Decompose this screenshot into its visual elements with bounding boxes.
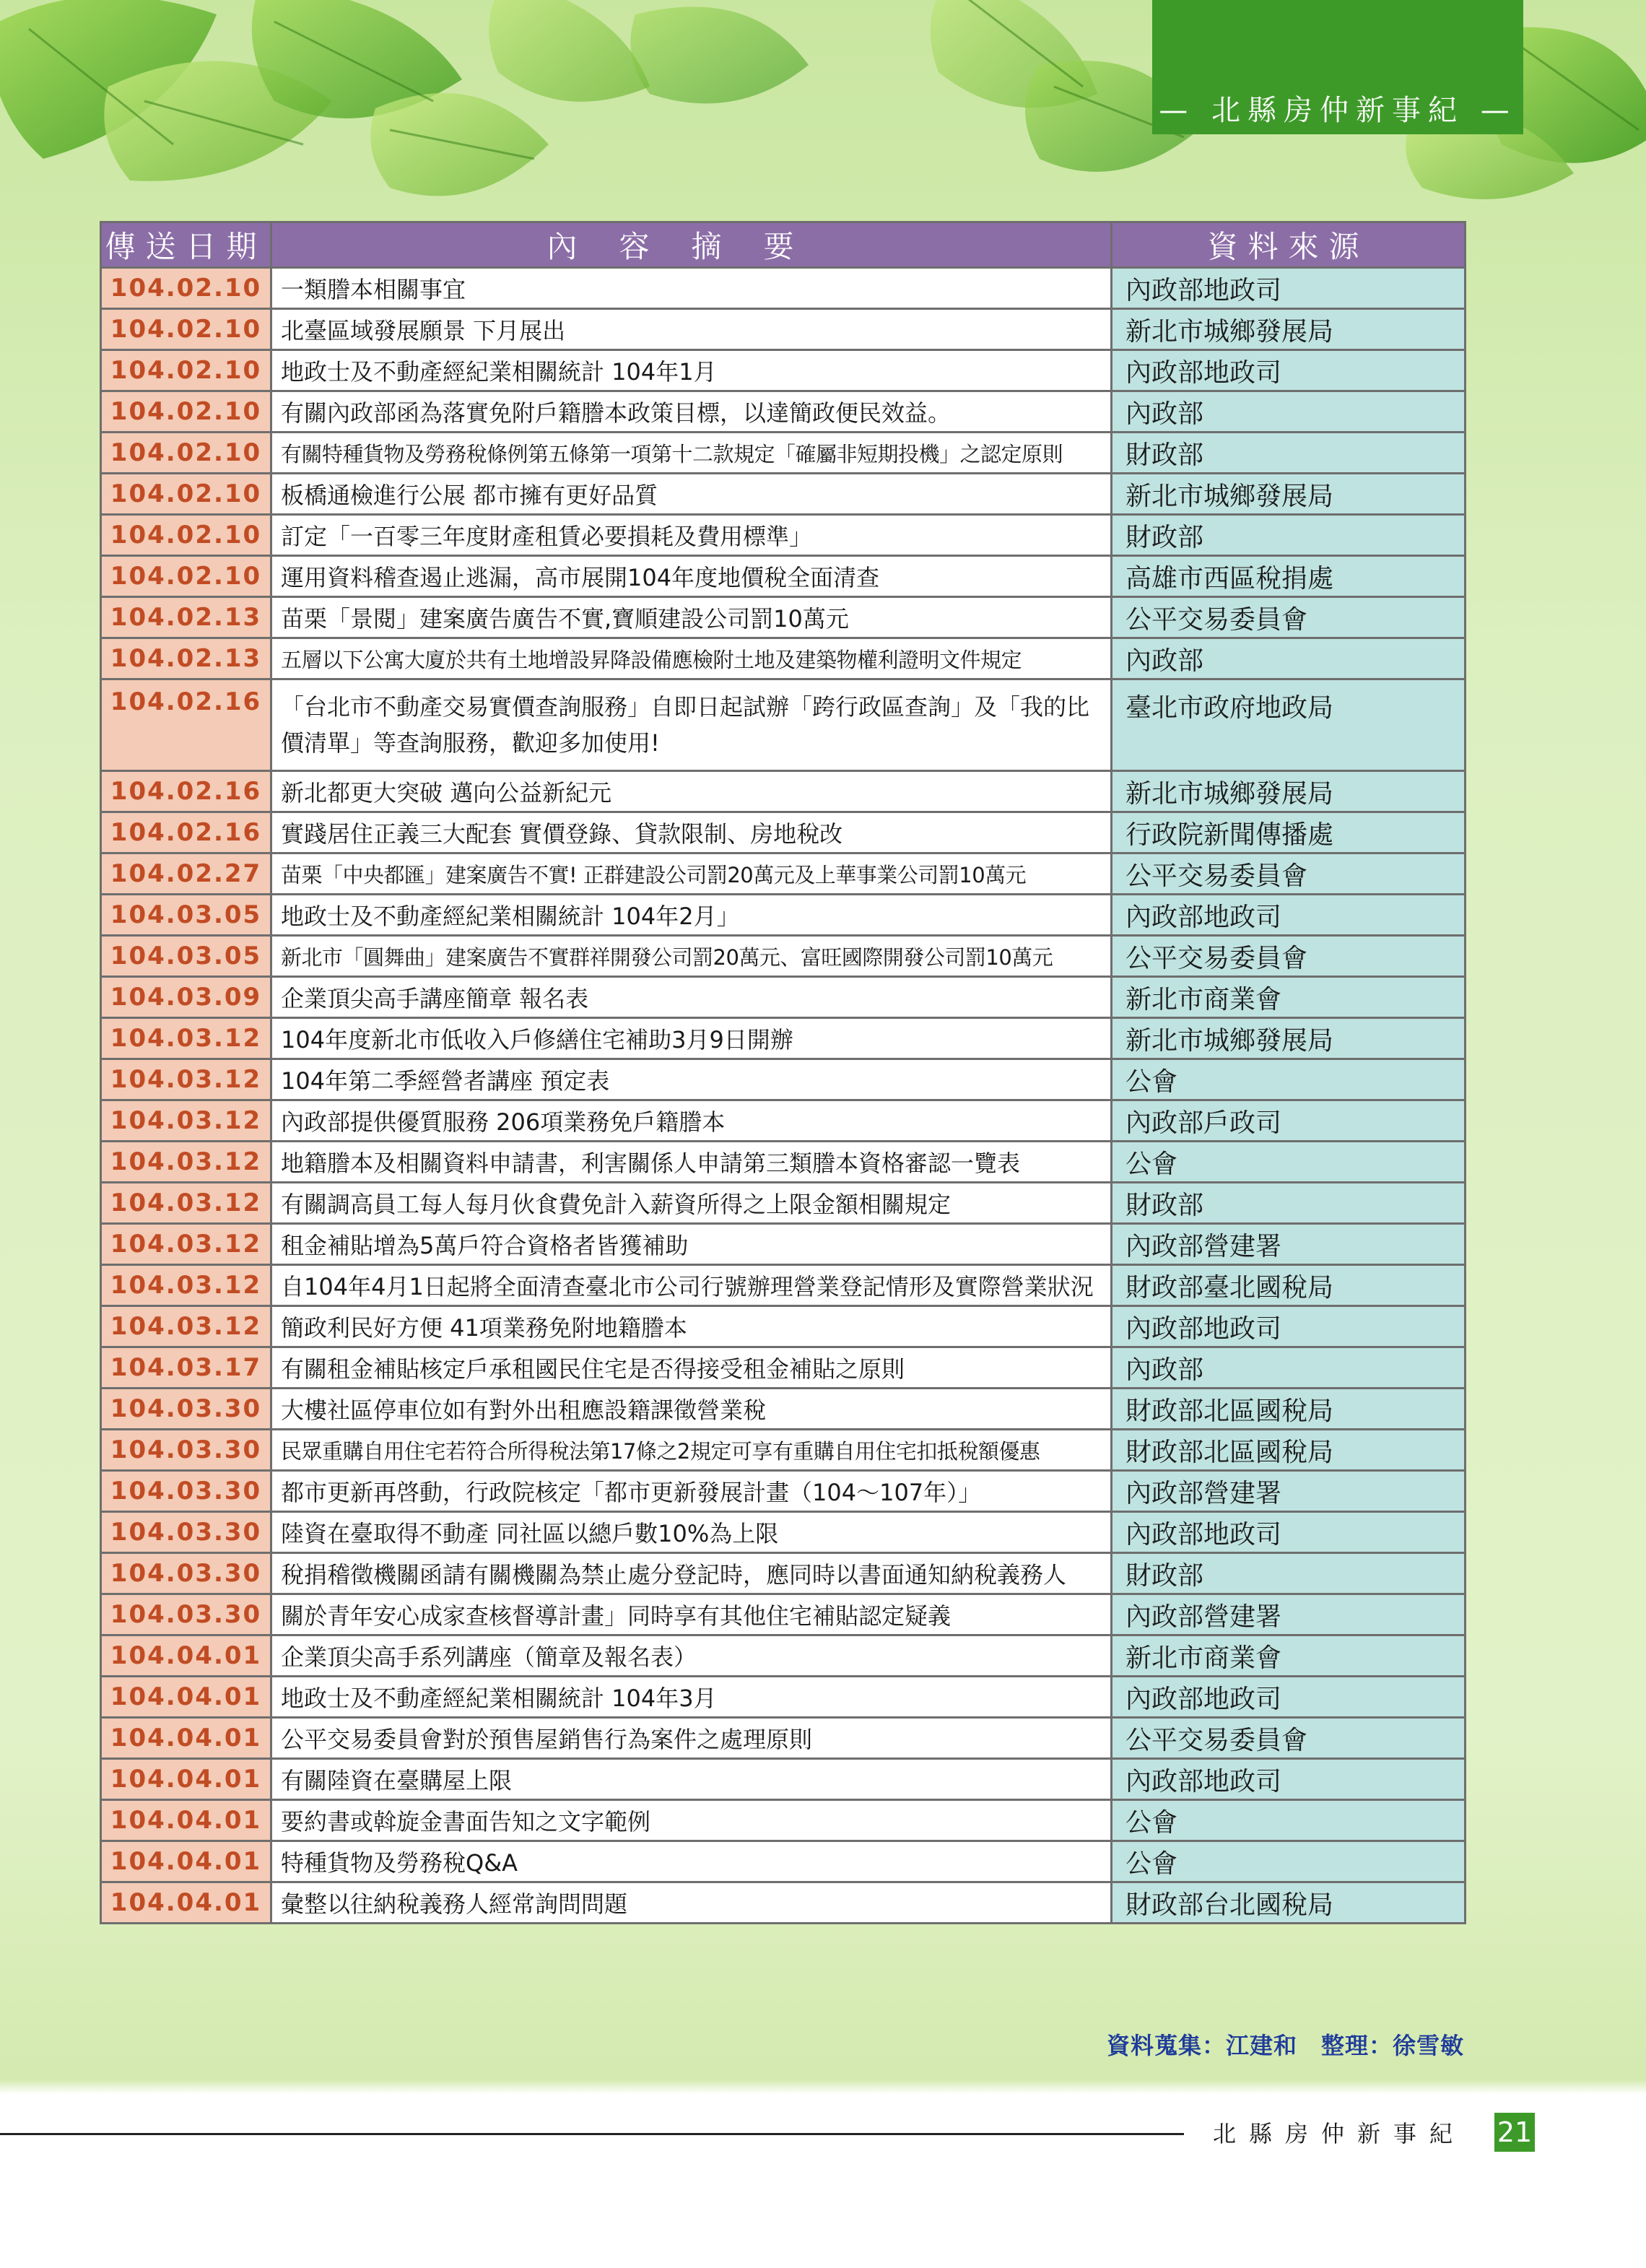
row-content-link[interactable]: 簡政利民好方便 41項業務免附地籍謄本 xyxy=(271,1306,1112,1347)
row-date: 104.02.13 xyxy=(101,638,271,679)
row-source: 新北市城鄉發展局 xyxy=(1112,309,1466,350)
row-content-link[interactable]: 彙整以往納稅義務人經常詢問問題 xyxy=(271,1882,1112,1924)
table-row xyxy=(101,1142,1466,1183)
table-row xyxy=(101,1265,1466,1306)
row-content-link[interactable]: 有關陸資在臺購屋上限 xyxy=(271,1759,1112,1800)
row-content-link[interactable]: 苗栗「中央都匯」建案廣告不實! 正群建設公司罰20萬元及上華事業公司罰10萬元 xyxy=(271,853,1112,895)
row-source: 內政部戶政司 xyxy=(1112,1100,1466,1142)
table-row xyxy=(101,977,1466,1018)
row-source: 財政部 xyxy=(1112,1553,1466,1594)
table-header-row xyxy=(101,222,1466,268)
table-row xyxy=(101,812,1466,853)
table-row xyxy=(101,1183,1466,1224)
table-row xyxy=(101,679,1466,771)
row-source: 內政部地政司 xyxy=(1112,895,1466,936)
row-source: 內政部地政司 xyxy=(1112,1759,1466,1800)
row-source: 新北市商業會 xyxy=(1112,1635,1466,1677)
row-source: 內政部營建署 xyxy=(1112,1471,1466,1512)
row-date: 104.04.01 xyxy=(101,1841,271,1882)
row-content-link[interactable]: 104年度新北市低收入戶修繕住宅補助3月9日開辦 xyxy=(271,1018,1112,1059)
row-date: 104.03.12 xyxy=(101,1142,271,1183)
footer-rule xyxy=(0,2133,1184,2135)
table-row xyxy=(101,638,1466,679)
row-date: 104.03.30 xyxy=(101,1553,271,1594)
row-source: 公平交易委員會 xyxy=(1112,597,1466,638)
table-row xyxy=(101,1471,1466,1512)
row-date: 104.02.16 xyxy=(101,812,271,853)
row-content-link[interactable]: 地政士及不動產經紀業相關統計 104年3月 xyxy=(271,1677,1112,1718)
row-source: 新北市城鄉發展局 xyxy=(1112,771,1466,812)
row-date: 104.03.30 xyxy=(101,1512,271,1553)
row-date: 104.04.01 xyxy=(101,1677,271,1718)
table-row xyxy=(101,1594,1466,1635)
table-row xyxy=(101,433,1466,474)
table-row xyxy=(101,1347,1466,1389)
row-date: 104.03.05 xyxy=(101,936,271,977)
row-content-link[interactable]: 稅捐稽徵機關函請有關機關為禁止處分登記時，應同時以書面通知納稅義務人 xyxy=(271,1553,1112,1594)
row-source: 內政部地政司 xyxy=(1112,1512,1466,1553)
table-row xyxy=(101,556,1466,597)
row-content-link[interactable]: 民眾重購自用住宅若符合所得稅法第17條之2規定可享有重購自用住宅扣抵稅額優惠 xyxy=(271,1430,1112,1471)
table-row xyxy=(101,895,1466,936)
row-source: 財政部 xyxy=(1112,1183,1466,1224)
row-date: 104.04.01 xyxy=(101,1800,271,1841)
row-source: 新北市城鄉發展局 xyxy=(1112,1018,1466,1059)
row-source: 行政院新聞傳播處 xyxy=(1112,812,1466,853)
table-row xyxy=(101,515,1466,556)
row-source: 公平交易委員會 xyxy=(1112,936,1466,977)
row-date: 104.03.12 xyxy=(101,1018,271,1059)
row-source: 高雄市西區稅捐處 xyxy=(1112,556,1466,597)
row-date: 104.03.17 xyxy=(101,1347,271,1389)
row-content-link[interactable]: 「台北市不動產交易實價查詢服務」自即日起試辦「跨行政區查詢」及「我的比價清單」等查詢服務，歡迎多加使用! xyxy=(271,679,1112,771)
row-date: 104.02.27 xyxy=(101,853,271,895)
credit-line: 資料蒐集：江建和 整理：徐雪敏 xyxy=(1106,2032,1464,2059)
row-content-link[interactable]: 104年第二季經營者講座 預定表 xyxy=(271,1059,1112,1100)
row-date: 104.02.10 xyxy=(101,556,271,597)
row-content-link[interactable]: 有關內政部函為落實免附戶籍謄本政策目標，以達簡政便民效益。 xyxy=(271,391,1112,433)
row-date: 104.03.30 xyxy=(101,1430,271,1471)
table-row xyxy=(101,309,1466,350)
row-content-link[interactable]: 特種貨物及勞務稅Q&A xyxy=(271,1841,1112,1882)
row-content-link[interactable]: 企業頂尖高手系列講座（簡章及報名表） xyxy=(271,1635,1112,1677)
table-row xyxy=(101,1718,1466,1759)
row-source: 內政部營建署 xyxy=(1112,1594,1466,1635)
table-row xyxy=(101,1800,1466,1841)
row-date: 104.03.12 xyxy=(101,1265,271,1306)
row-source: 財政部臺北國稅局 xyxy=(1112,1265,1466,1306)
header-banner xyxy=(1152,0,1523,134)
row-source: 財政部台北國稅局 xyxy=(1112,1882,1466,1924)
row-date: 104.03.12 xyxy=(101,1059,271,1100)
row-content-link[interactable]: 內政部提供優質服務 206項業務免戶籍謄本 xyxy=(271,1100,1112,1142)
column-header-date: 傳送日期 xyxy=(101,222,271,268)
table-row xyxy=(101,391,1466,433)
row-content-link[interactable]: 新北都更大突破 邁向公益新紀元 xyxy=(271,771,1112,812)
table-row xyxy=(101,1306,1466,1347)
row-source: 公會 xyxy=(1112,1841,1466,1882)
row-content-link[interactable]: 苗栗「景閱」建案廣告廣告不實,寶順建設公司罰10萬元 xyxy=(271,597,1112,638)
row-source: 內政部地政司 xyxy=(1112,1306,1466,1347)
row-content-link[interactable]: 北臺區域發展願景 下月展出 xyxy=(271,309,1112,350)
row-content-link[interactable]: 自104年4月1日起將全面清查臺北市公司行號辦理營業登記情形及實際營業狀況 xyxy=(271,1265,1112,1306)
row-source: 臺北市政府地政局 xyxy=(1112,679,1466,771)
row-source: 內政部地政司 xyxy=(1112,1677,1466,1718)
row-content-link[interactable]: 地籍謄本及相關資料申請書，利害關係人申請第三類謄本資格審認一覽表 xyxy=(271,1142,1112,1183)
column-header-content: 內容摘要 xyxy=(271,222,1112,268)
news-table xyxy=(100,221,1466,1924)
row-content-link[interactable]: 企業頂尖高手講座簡章 報名表 xyxy=(271,977,1112,1018)
row-content-link[interactable]: 新北市「圓舞曲」建案廣告不實群祥開發公司罰20萬元、富旺國際開發公司罰10萬元 xyxy=(271,936,1112,977)
table-row xyxy=(101,1512,1466,1553)
table-row xyxy=(101,597,1466,638)
row-content-link[interactable]: 地政士及不動產經紀業相關統計 104年2月」 xyxy=(271,895,1112,936)
row-content-link[interactable]: 有關調高員工每人每月伙食費免計入薪資所得之上限金額相關規定 xyxy=(271,1183,1112,1224)
table-row xyxy=(101,1882,1466,1924)
row-date: 104.02.10 xyxy=(101,309,271,350)
footer-title: 北縣房仲新事紀 xyxy=(1213,2120,1466,2147)
row-date: 104.04.01 xyxy=(101,1635,271,1677)
row-date: 104.03.12 xyxy=(101,1224,271,1265)
row-date: 104.02.10 xyxy=(101,515,271,556)
row-source: 公會 xyxy=(1112,1142,1466,1183)
row-content-link[interactable]: 租金補貼增為5萬戶符合資格者皆獲補助 xyxy=(271,1224,1112,1265)
row-content-link[interactable]: 都市更新再啓動，行政院核定「都市更新發展計畫（104～107年）」 xyxy=(271,1471,1112,1512)
table-row xyxy=(101,1553,1466,1594)
row-content-link[interactable]: 五層以下公寓大廈於共有土地增設昇降設備應檢附土地及建築物權利證明文件規定 xyxy=(271,638,1112,679)
table-row xyxy=(101,474,1466,515)
row-source: 財政部 xyxy=(1112,515,1466,556)
table-row xyxy=(101,1635,1466,1677)
row-content-link[interactable]: 關於青年安心成家查核督導計畫」同時享有其他住宅補貼認定疑義 xyxy=(271,1594,1112,1635)
row-source: 財政部 xyxy=(1112,433,1466,474)
row-date: 104.02.10 xyxy=(101,391,271,433)
table-row xyxy=(101,1389,1466,1430)
row-source: 內政部 xyxy=(1112,638,1466,679)
table-row xyxy=(101,1059,1466,1100)
row-content-link[interactable]: 有關租金補貼核定戶承租國民住宅是否得接受租金補貼之原則 xyxy=(271,1347,1112,1389)
header-banner-title: — 北縣房仲新事紀 — xyxy=(1159,94,1517,127)
table-row xyxy=(101,1018,1466,1059)
row-date: 104.02.10 xyxy=(101,350,271,391)
row-content-link[interactable]: 有關特種貨物及勞務稅條例第五條第一項第十二款規定「確屬非短期投機」之認定原則 xyxy=(271,433,1112,474)
row-source: 內政部地政司 xyxy=(1112,268,1466,309)
row-content-link[interactable]: 實踐居住正義三大配套 實價登錄、貸款限制、房地稅改 xyxy=(271,812,1112,853)
row-content-link[interactable]: 訂定「一百零三年度財產租賃必要損耗及費用標準」 xyxy=(271,515,1112,556)
table-row xyxy=(101,936,1466,977)
row-date: 104.02.13 xyxy=(101,597,271,638)
row-source: 新北市城鄉發展局 xyxy=(1112,474,1466,515)
row-content-link[interactable]: 大樓社區停車位如有對外出租應設籍課徵營業稅 xyxy=(271,1389,1112,1430)
row-source: 內政部營建署 xyxy=(1112,1224,1466,1265)
table-row xyxy=(101,1430,1466,1471)
table-row xyxy=(101,1224,1466,1265)
row-date: 104.02.16 xyxy=(101,771,271,812)
row-date: 104.03.12 xyxy=(101,1306,271,1347)
column-header-source: 資料來源 xyxy=(1112,222,1466,268)
row-source: 內政部地政司 xyxy=(1112,350,1466,391)
row-source: 財政部北區國稅局 xyxy=(1112,1430,1466,1471)
row-date: 104.03.05 xyxy=(101,895,271,936)
row-source: 內政部 xyxy=(1112,391,1466,433)
row-date: 104.02.10 xyxy=(101,433,271,474)
row-source: 新北市商業會 xyxy=(1112,977,1466,1018)
row-date: 104.03.09 xyxy=(101,977,271,1018)
row-date: 104.04.01 xyxy=(101,1718,271,1759)
table-row xyxy=(101,268,1466,309)
row-date: 104.03.30 xyxy=(101,1594,271,1635)
row-content-link[interactable]: 地政士及不動產經紀業相關統計 104年1月 xyxy=(271,350,1112,391)
row-source: 公平交易委員會 xyxy=(1112,853,1466,895)
row-source: 財政部北區國稅局 xyxy=(1112,1389,1466,1430)
row-date: 104.03.12 xyxy=(101,1183,271,1224)
row-date: 104.03.30 xyxy=(101,1389,271,1430)
news-table-container xyxy=(100,221,1464,1924)
row-content-link[interactable]: 公平交易委員會對於預售屋銷售行為案件之處理原則 xyxy=(271,1718,1112,1759)
table-body xyxy=(101,268,1466,1924)
row-source: 公會 xyxy=(1112,1800,1466,1841)
row-content-link[interactable]: 陸資在臺取得不動產 同社區以總戶數10%為上限 xyxy=(271,1512,1112,1553)
row-source: 公會 xyxy=(1112,1059,1466,1100)
table-row xyxy=(101,771,1466,812)
row-date: 104.02.10 xyxy=(101,474,271,515)
table-row xyxy=(101,1677,1466,1718)
row-date: 104.03.12 xyxy=(101,1100,271,1142)
row-content-link[interactable]: 板橋通檢進行公展 都市擁有更好品質 xyxy=(271,474,1112,515)
table-row xyxy=(101,1100,1466,1142)
row-source: 內政部 xyxy=(1112,1347,1466,1389)
page-number: 21 xyxy=(1494,2113,1535,2152)
row-content-link[interactable]: 一類謄本相關事宜 xyxy=(271,268,1112,309)
row-date: 104.02.10 xyxy=(101,268,271,309)
row-source: 公平交易委員會 xyxy=(1112,1718,1466,1759)
row-date: 104.04.01 xyxy=(101,1759,271,1800)
row-date: 104.02.16 xyxy=(101,679,271,771)
table-row xyxy=(101,350,1466,391)
row-date: 104.04.01 xyxy=(101,1882,271,1924)
row-content-link[interactable]: 運用資料稽查遏止逃漏，高市展開104年度地價稅全面清查 xyxy=(271,556,1112,597)
table-row xyxy=(101,1841,1466,1882)
row-date: 104.03.30 xyxy=(101,1471,271,1512)
row-content-link[interactable]: 要約書或斡旋金書面告知之文字範例 xyxy=(271,1800,1112,1841)
table-row xyxy=(101,853,1466,895)
table-row xyxy=(101,1759,1466,1800)
